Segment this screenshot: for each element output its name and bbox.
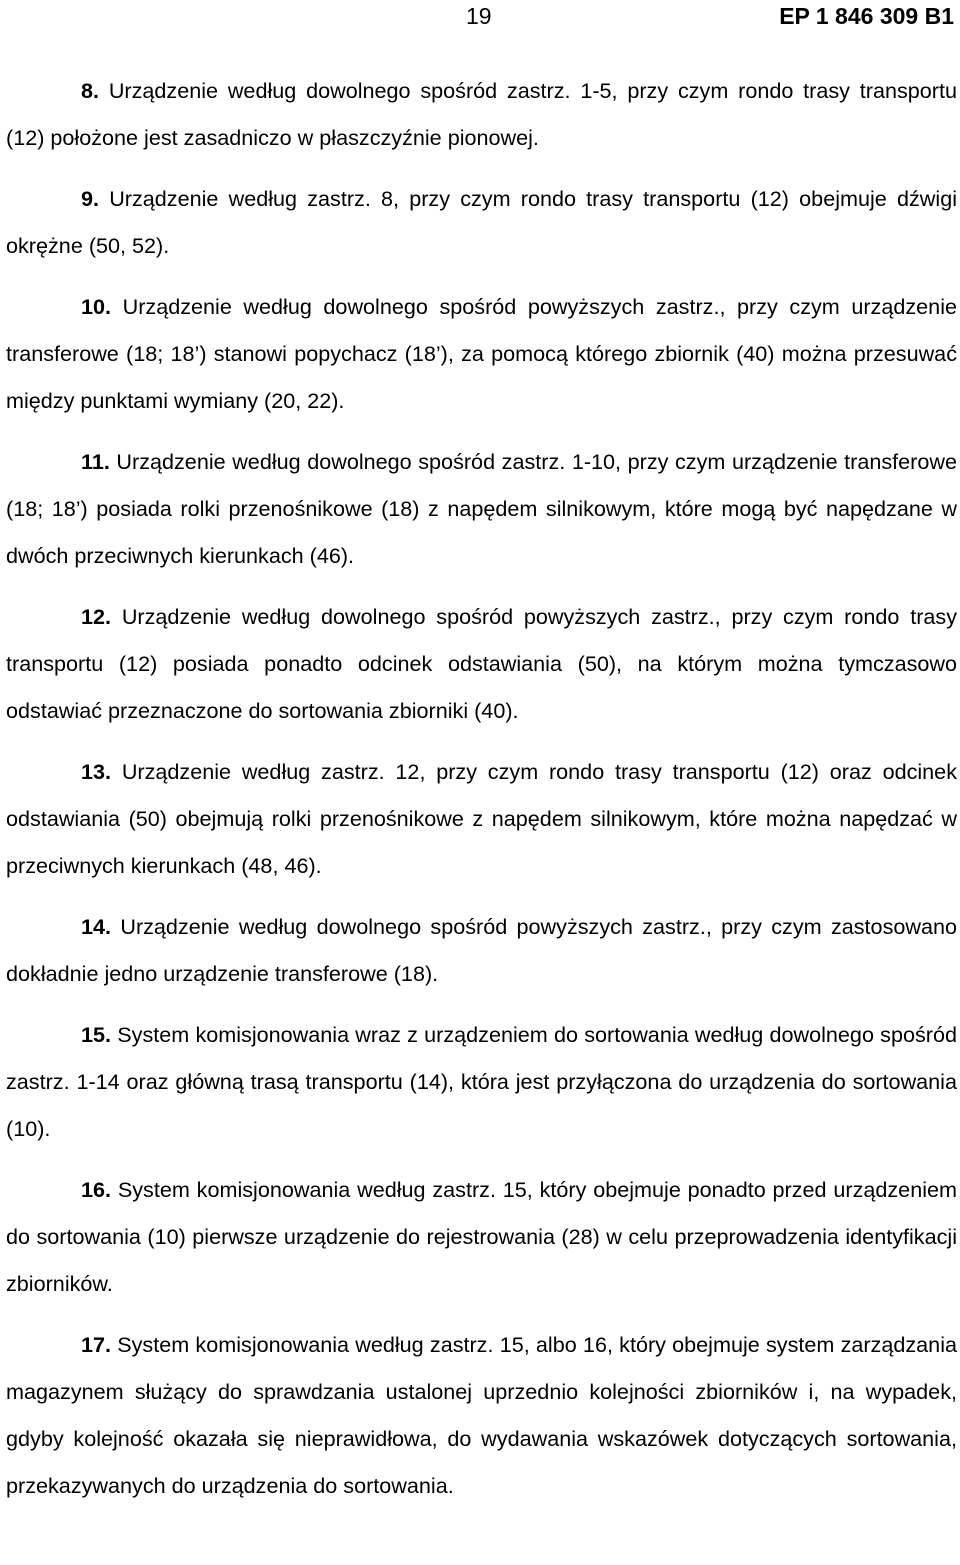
claim-number: 15. <box>81 1022 112 1047</box>
document-id: EP 1 846 309 B1 <box>779 3 954 29</box>
claim-number: 13. <box>81 759 112 784</box>
claim-12 <box>6 593 957 734</box>
claim-number: 14. <box>81 914 112 939</box>
claim-number: 12. <box>81 604 112 629</box>
claim-number: 10. <box>81 294 112 319</box>
claim-16 <box>6 1166 957 1307</box>
claim-number: 9. <box>81 186 100 211</box>
claim-text: Urządzenie według dowolnego spośród powyższych zastrz., przy czym zastosowano dokładnie jedno urządzenie transferowe (18). <box>6 914 957 986</box>
page-header <box>0 0 960 34</box>
claim-17 <box>6 1321 957 1509</box>
page-number: 19 <box>466 3 492 29</box>
claim-text: Urządzenie według dowolnego spośród powyższych zastrz., przy czym urządzenie transferowe (18; 18’) stanowi popychacz (18’), za pomocą którego zbiornik (40) można przesuwać między punktami wymiany (20, 22). <box>6 294 957 413</box>
claim-text: Urządzenie według zastrz. 8, przy czym rondo trasy transportu (12) obejmuje dźwigi okrężne (50, 52). <box>6 186 957 258</box>
claim-text: Urządzenie według zastrz. 12, przy czym rondo trasy transportu (12) oraz odcinek odstawiania (50) obejmują rolki przenośnikowe z napędem silnikowym, które można napędzać w przeciwnych kierunkach (48, 46). <box>6 759 957 878</box>
claim-15 <box>6 1011 957 1152</box>
claim-text: Urządzenie według dowolnego spośród zastrz. 1-10, przy czym urządzenie transferowe (18; 18’) posiada rolki przenośnikowe (18) z napędem silnikowym, które mogą być napędzane w dwóch przeciwnych kierunkach (46). <box>6 449 957 568</box>
claim-number: 17. <box>81 1332 112 1357</box>
claim-text: System komisjonowania według zastrz. 15, który obejmuje ponadto przed urządzeniem do sortowania (10) pierwsze urządzenie do rejestrowania (28) w celu przeprowadzenia identyfikacji zbiorników. <box>6 1177 957 1296</box>
claim-number: 8. <box>81 78 100 103</box>
claim-8 <box>6 67 957 161</box>
claim-10 <box>6 283 957 424</box>
claim-text: Urządzenie według dowolnego spośród powyższych zastrz., przy czym rondo trasy transportu (12) posiada ponadto odcinek odstawiania (50), na którym można tymczasowo odstawiać przeznaczone do sortowania zbiorniki (40). <box>6 604 957 723</box>
claim-text: System komisjonowania wraz z urządzeniem do sortowania według dowolnego spośród zastrz. 1-14 oraz główną trasą transportu (14), która jest przyłączona do urządzenia do sortowania (10). <box>6 1022 957 1141</box>
claims-list <box>6 67 957 1523</box>
claim-number: 16. <box>81 1177 112 1202</box>
claim-13 <box>6 748 957 889</box>
claim-9 <box>6 175 957 269</box>
claim-text: System komisjonowania według zastrz. 15, albo 16, który obejmuje system zarządzania magazynem służący do sprawdzania ustalonej uprzednio kolejności zbiorników i, na wypadek, gdyby kolejność okazała się nieprawidłowa, do wydawania wskazówek dotyczących sortowania, przekazywanych do urządzenia do sortowania. <box>6 1332 957 1498</box>
claim-11 <box>6 438 957 579</box>
claim-14 <box>6 903 957 997</box>
claim-number: 11. <box>81 449 110 474</box>
claim-text: Urządzenie według dowolnego spośród zastrz. 1-5, przy czym rondo trasy transportu (12) położone jest zasadniczo w płaszczyźnie pionowej. <box>6 78 957 150</box>
